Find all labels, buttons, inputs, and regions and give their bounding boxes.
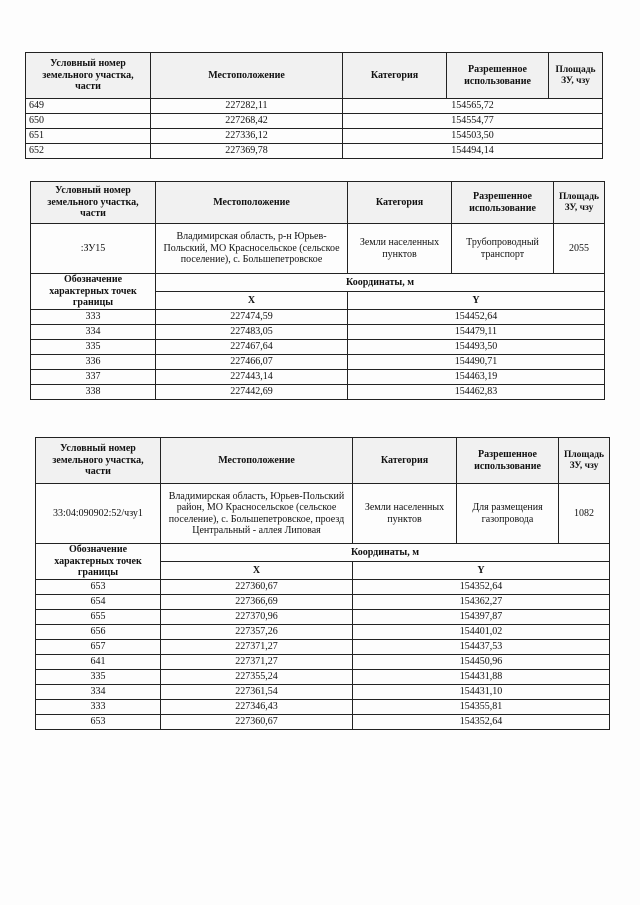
coord-y: 154431,88 [353, 669, 610, 684]
header-use: Разрешенное использование [452, 182, 554, 224]
point-number: 652 [26, 144, 151, 159]
table-row [26, 144, 603, 159]
table-row [31, 324, 605, 339]
header-number: Условный номер земельного участка, части [26, 53, 151, 99]
table-1 [25, 52, 603, 159]
coord-y: 154479,11 [348, 324, 605, 339]
header-area: Площадь ЗУ, чзу [549, 53, 603, 99]
point-number: 657 [36, 639, 161, 654]
coord-x: 227483,05 [156, 324, 348, 339]
parcel-use: Для размещения газопровода [457, 484, 559, 544]
header-category: Категория [348, 182, 452, 224]
coord-y: 154437,53 [353, 639, 610, 654]
point-number: 334 [36, 684, 161, 699]
coord-x: 227346,43 [161, 699, 353, 714]
coord-y: 154352,64 [353, 579, 610, 594]
parcel-info-row [31, 224, 605, 274]
coord-y: 154431,10 [353, 684, 610, 699]
table-row [36, 669, 610, 684]
parcel-area: 2055 [554, 224, 605, 274]
table-3-header-row [36, 438, 610, 484]
y-label: Y [348, 292, 605, 309]
coord-x: 227467,64 [156, 339, 348, 354]
point-number: 336 [31, 354, 156, 369]
coord-x: 227355,24 [161, 669, 353, 684]
coord-x: 227442,69 [156, 384, 348, 399]
coord-y: 154565,72 [343, 99, 603, 114]
point-number: 653 [36, 579, 161, 594]
coord-x: 227360,67 [161, 579, 353, 594]
coord-y: 154362,27 [353, 594, 610, 609]
points-label: Обозначение характерных точек границы [31, 274, 156, 310]
point-number: 656 [36, 624, 161, 639]
point-number: 335 [31, 339, 156, 354]
coords-header-row [31, 274, 605, 292]
point-number: 641 [36, 654, 161, 669]
point-number: 650 [26, 114, 151, 129]
table-row [31, 339, 605, 354]
coord-y: 154452,64 [348, 309, 605, 324]
table-row [31, 384, 605, 399]
coord-y: 154355,81 [353, 699, 610, 714]
parcel-number: :ЗУ15 [31, 224, 156, 274]
header-area: Площадь ЗУ, чзу [554, 182, 605, 224]
point-number: 338 [31, 384, 156, 399]
coord-x: 227282,11 [151, 99, 343, 114]
point-number: 335 [36, 669, 161, 684]
parcel-category: Земли населенных пунктов [353, 484, 457, 544]
coord-x: 227361,54 [161, 684, 353, 699]
coord-y: 154494,14 [343, 144, 603, 159]
coord-x: 227268,42 [151, 114, 343, 129]
coord-y: 154554,77 [343, 114, 603, 129]
x-label: X [161, 562, 353, 579]
coord-x: 227466,07 [156, 354, 348, 369]
point-number: 334 [31, 324, 156, 339]
coord-x: 227443,14 [156, 369, 348, 384]
parcel-area: 1082 [559, 484, 610, 544]
coord-x: 227370,96 [161, 609, 353, 624]
parcel-number: 33:04:090902:52/чзу1 [36, 484, 161, 544]
coord-y: 154503,50 [343, 129, 603, 144]
point-number: 654 [36, 594, 161, 609]
coord-y: 154401,02 [353, 624, 610, 639]
coords-header-row [36, 544, 610, 562]
table-row [36, 639, 610, 654]
coord-y: 154462,83 [348, 384, 605, 399]
coord-y: 154397,87 [353, 609, 610, 624]
header-area: Площадь ЗУ, чзу [559, 438, 610, 484]
table-row [31, 309, 605, 324]
table-2 [30, 181, 605, 400]
coord-x: 227371,27 [161, 639, 353, 654]
y-label: Y [353, 562, 610, 579]
coord-x: 227336,12 [151, 129, 343, 144]
coord-y: 154352,64 [353, 714, 610, 729]
coord-y: 154493,50 [348, 339, 605, 354]
parcel-location: Владимирская область, р-н Юрьев-Польский, МО Красносельское (сельское поселение), с. Большепетровское [156, 224, 348, 274]
table-row [36, 654, 610, 669]
coord-x: 227369,78 [151, 144, 343, 159]
coords-label: Координаты, м [161, 544, 610, 562]
point-number: 649 [26, 99, 151, 114]
coords-label: Координаты, м [156, 274, 605, 292]
table-1-header-row [26, 53, 603, 99]
point-number: 651 [26, 129, 151, 144]
table-2-header-row [31, 182, 605, 224]
coord-x: 227474,59 [156, 309, 348, 324]
table-row [31, 354, 605, 369]
parcel-location: Владимирская область, Юрьев-Польский район, МО Красносельское (сельское поселение), с. Большепетровское, проезд Центральный - аллея Липовая [161, 484, 353, 544]
table-3 [35, 437, 610, 730]
table-row [36, 699, 610, 714]
point-number: 653 [36, 714, 161, 729]
table-row [36, 684, 610, 699]
table-row [31, 369, 605, 384]
table-row [36, 594, 610, 609]
header-use: Разрешенное использование [447, 53, 549, 99]
points-label: Обозначение характерных точек границы [36, 544, 161, 580]
point-number: 333 [31, 309, 156, 324]
header-location: Местоположение [156, 182, 348, 224]
header-use: Разрешенное использование [457, 438, 559, 484]
coord-x: 227366,69 [161, 594, 353, 609]
coord-y: 154463,19 [348, 369, 605, 384]
x-label: X [156, 292, 348, 309]
table-row [36, 609, 610, 624]
header-location: Местоположение [151, 53, 343, 99]
coord-y: 154490,71 [348, 354, 605, 369]
table-row [36, 579, 610, 594]
parcel-info-row [36, 484, 610, 544]
table-row [26, 114, 603, 129]
coord-x: 227360,67 [161, 714, 353, 729]
point-number: 655 [36, 609, 161, 624]
coord-y: 154450,96 [353, 654, 610, 669]
table-row [36, 714, 610, 729]
parcel-use: Трубопроводный транспорт [452, 224, 554, 274]
point-number: 333 [36, 699, 161, 714]
point-number: 337 [31, 369, 156, 384]
coord-x: 227357,26 [161, 624, 353, 639]
header-location: Местоположение [161, 438, 353, 484]
header-category: Категория [343, 53, 447, 99]
header-number: Условный номер земельного участка, части [36, 438, 161, 484]
header-number: Условный номер земельного участка, части [31, 182, 156, 224]
table-row [26, 99, 603, 114]
table-row [26, 129, 603, 144]
parcel-category: Земли населенных пунктов [348, 224, 452, 274]
header-category: Категория [353, 438, 457, 484]
coord-x: 227371,27 [161, 654, 353, 669]
table-row [36, 624, 610, 639]
